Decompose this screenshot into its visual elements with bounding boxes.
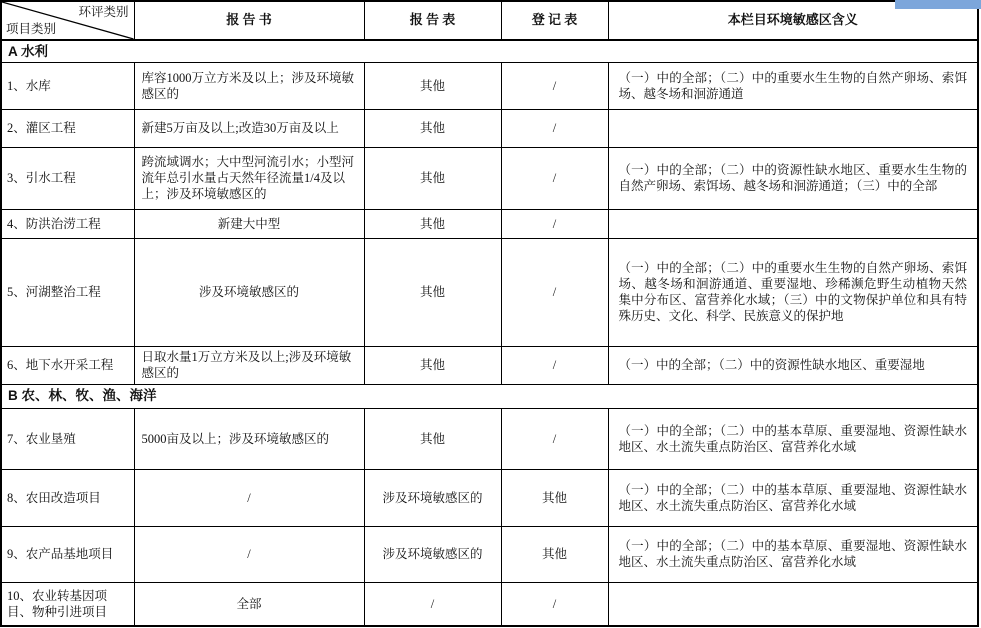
cell-category: 9、农产品基地项目 [1, 526, 134, 582]
cell-sensitive-meaning: （一）中的全部；（二）中的基本草原、重要湿地、资源性缺水地区、水土流失重点防治区、富营养化水域 [608, 526, 978, 582]
cell-category: 8、农田改造项目 [1, 469, 134, 526]
cell-report-form: 其他 [364, 62, 501, 109]
cell-category: 2、灌区工程 [1, 109, 134, 147]
cell-report-book: 库容1000万立方米及以上；涉及环境敏感区的 [134, 62, 364, 109]
cell-registration-form: / [501, 62, 608, 109]
cell-category: 4、防洪治涝工程 [1, 209, 134, 238]
cell-sensitive-meaning: （一）中的全部；（二）中的资源性缺水地区、重要水生生物的自然产卵场、索饵场、越冬场和洄游通道；（三）中的全部 [608, 147, 978, 209]
cell-report-form: 涉及环境敏感区的 [364, 469, 501, 526]
table-row-2 [1, 109, 978, 147]
header-row [1, 1, 978, 40]
section-header-row [1, 40, 978, 62]
table-row-10 [1, 582, 978, 626]
cell-registration-form: / [501, 109, 608, 147]
cell-report-book: 日取水量1万立方米及以上;涉及环境敏感区的 [134, 346, 364, 384]
header-registration-form: 登 记 表 [501, 1, 608, 40]
cell-category: 7、农业垦殖 [1, 408, 134, 469]
cell-report-book: 5000亩及以上；涉及环境敏感区的 [134, 408, 364, 469]
section-label: A 水利 [1, 40, 978, 62]
cell-registration-form: 其他 [501, 469, 608, 526]
blue-accent-bar [895, 0, 981, 9]
cell-report-book: / [134, 526, 364, 582]
cell-sensitive-meaning [608, 209, 978, 238]
cell-category: 5、河湖整治工程 [1, 238, 134, 346]
header-report-form: 报 告 表 [364, 1, 501, 40]
cell-report-book: 涉及环境敏感区的 [134, 238, 364, 346]
section-header-row [1, 384, 978, 408]
cell-sensitive-meaning [608, 582, 978, 626]
cell-report-form: 其他 [364, 346, 501, 384]
cell-sensitive-meaning [608, 109, 978, 147]
cell-registration-form: / [501, 147, 608, 209]
cell-report-form: 其他 [364, 408, 501, 469]
cell-registration-form: / [501, 346, 608, 384]
table-row-6 [1, 346, 978, 384]
cell-category: 3、引水工程 [1, 147, 134, 209]
cell-report-form: 其他 [364, 147, 501, 209]
cell-report-book: 新建大中型 [134, 209, 364, 238]
cell-report-form: 其他 [364, 109, 501, 147]
cell-sensitive-meaning: （一）中的全部；（二）中的资源性缺水地区、重要湿地 [608, 346, 978, 384]
table-row-9 [1, 526, 978, 582]
cell-report-form: 其他 [364, 238, 501, 346]
header-eia-category-label: 环评类别 [78, 5, 129, 19]
cell-report-book: 新建5万亩及以上;改造30万亩及以上 [134, 109, 364, 147]
cell-sensitive-meaning: （一）中的全部；（二）中的基本草原、重要湿地、资源性缺水地区、水土流失重点防治区、富营养化水域 [608, 408, 978, 469]
cell-registration-form: / [501, 209, 608, 238]
table-row-3 [1, 147, 978, 209]
header-sensitive-meaning: 本栏目环境敏感区含义 [608, 1, 978, 40]
table-header [1, 1, 978, 40]
cell-registration-form: 其他 [501, 526, 608, 582]
cell-registration-form: / [501, 582, 608, 626]
cell-report-book: 全部 [134, 582, 364, 626]
cell-category: 6、地下水开采工程 [1, 346, 134, 384]
cell-category: 1、水库 [1, 62, 134, 109]
diagonal-header-cell [1, 1, 134, 40]
table-row-8 [1, 469, 978, 526]
table-body [1, 40, 978, 626]
header-report-book: 报 告 书 [134, 1, 364, 40]
header-project-category-label: 项目类别 [6, 22, 57, 36]
cell-registration-form: / [501, 408, 608, 469]
cell-report-form: 其他 [364, 209, 501, 238]
cell-registration-form: / [501, 238, 608, 346]
cell-report-form: / [364, 582, 501, 626]
cell-report-form: 涉及环境敏感区的 [364, 526, 501, 582]
cell-report-book: 跨流域调水；大中型河流引水；小型河流年总引水量占天然年径流量1/4及以上；涉及环境敏感区的 [134, 147, 364, 209]
cell-sensitive-meaning: （一）中的全部；（二）中的基本草原、重要湿地、资源性缺水地区、水土流失重点防治区、富营养化水域 [608, 469, 978, 526]
section-label: B 农、林、牧、渔、海洋 [1, 384, 978, 408]
table-row-1 [1, 62, 978, 109]
table-row-7 [1, 408, 978, 469]
table-row-5 [1, 238, 978, 346]
cell-category: 10、农业转基因项目、物种引进项目 [1, 582, 134, 626]
cell-sensitive-meaning: （一）中的全部；（二）中的重要水生生物的自然产卵场、索饵场、越冬场和洄游通道、重要湿地、珍稀濒危野生动植物天然集中分布区、富营养化水域；（三）中的文物保护单位和具有特殊历史、文化、科学、民族意义的保护地 [608, 238, 978, 346]
table-row-4 [1, 209, 978, 238]
cell-report-book: / [134, 469, 364, 526]
cell-sensitive-meaning: （一）中的全部；（二）中的重要水生生物的自然产卵场、索饵场、越冬场和洄游通道 [608, 62, 978, 109]
